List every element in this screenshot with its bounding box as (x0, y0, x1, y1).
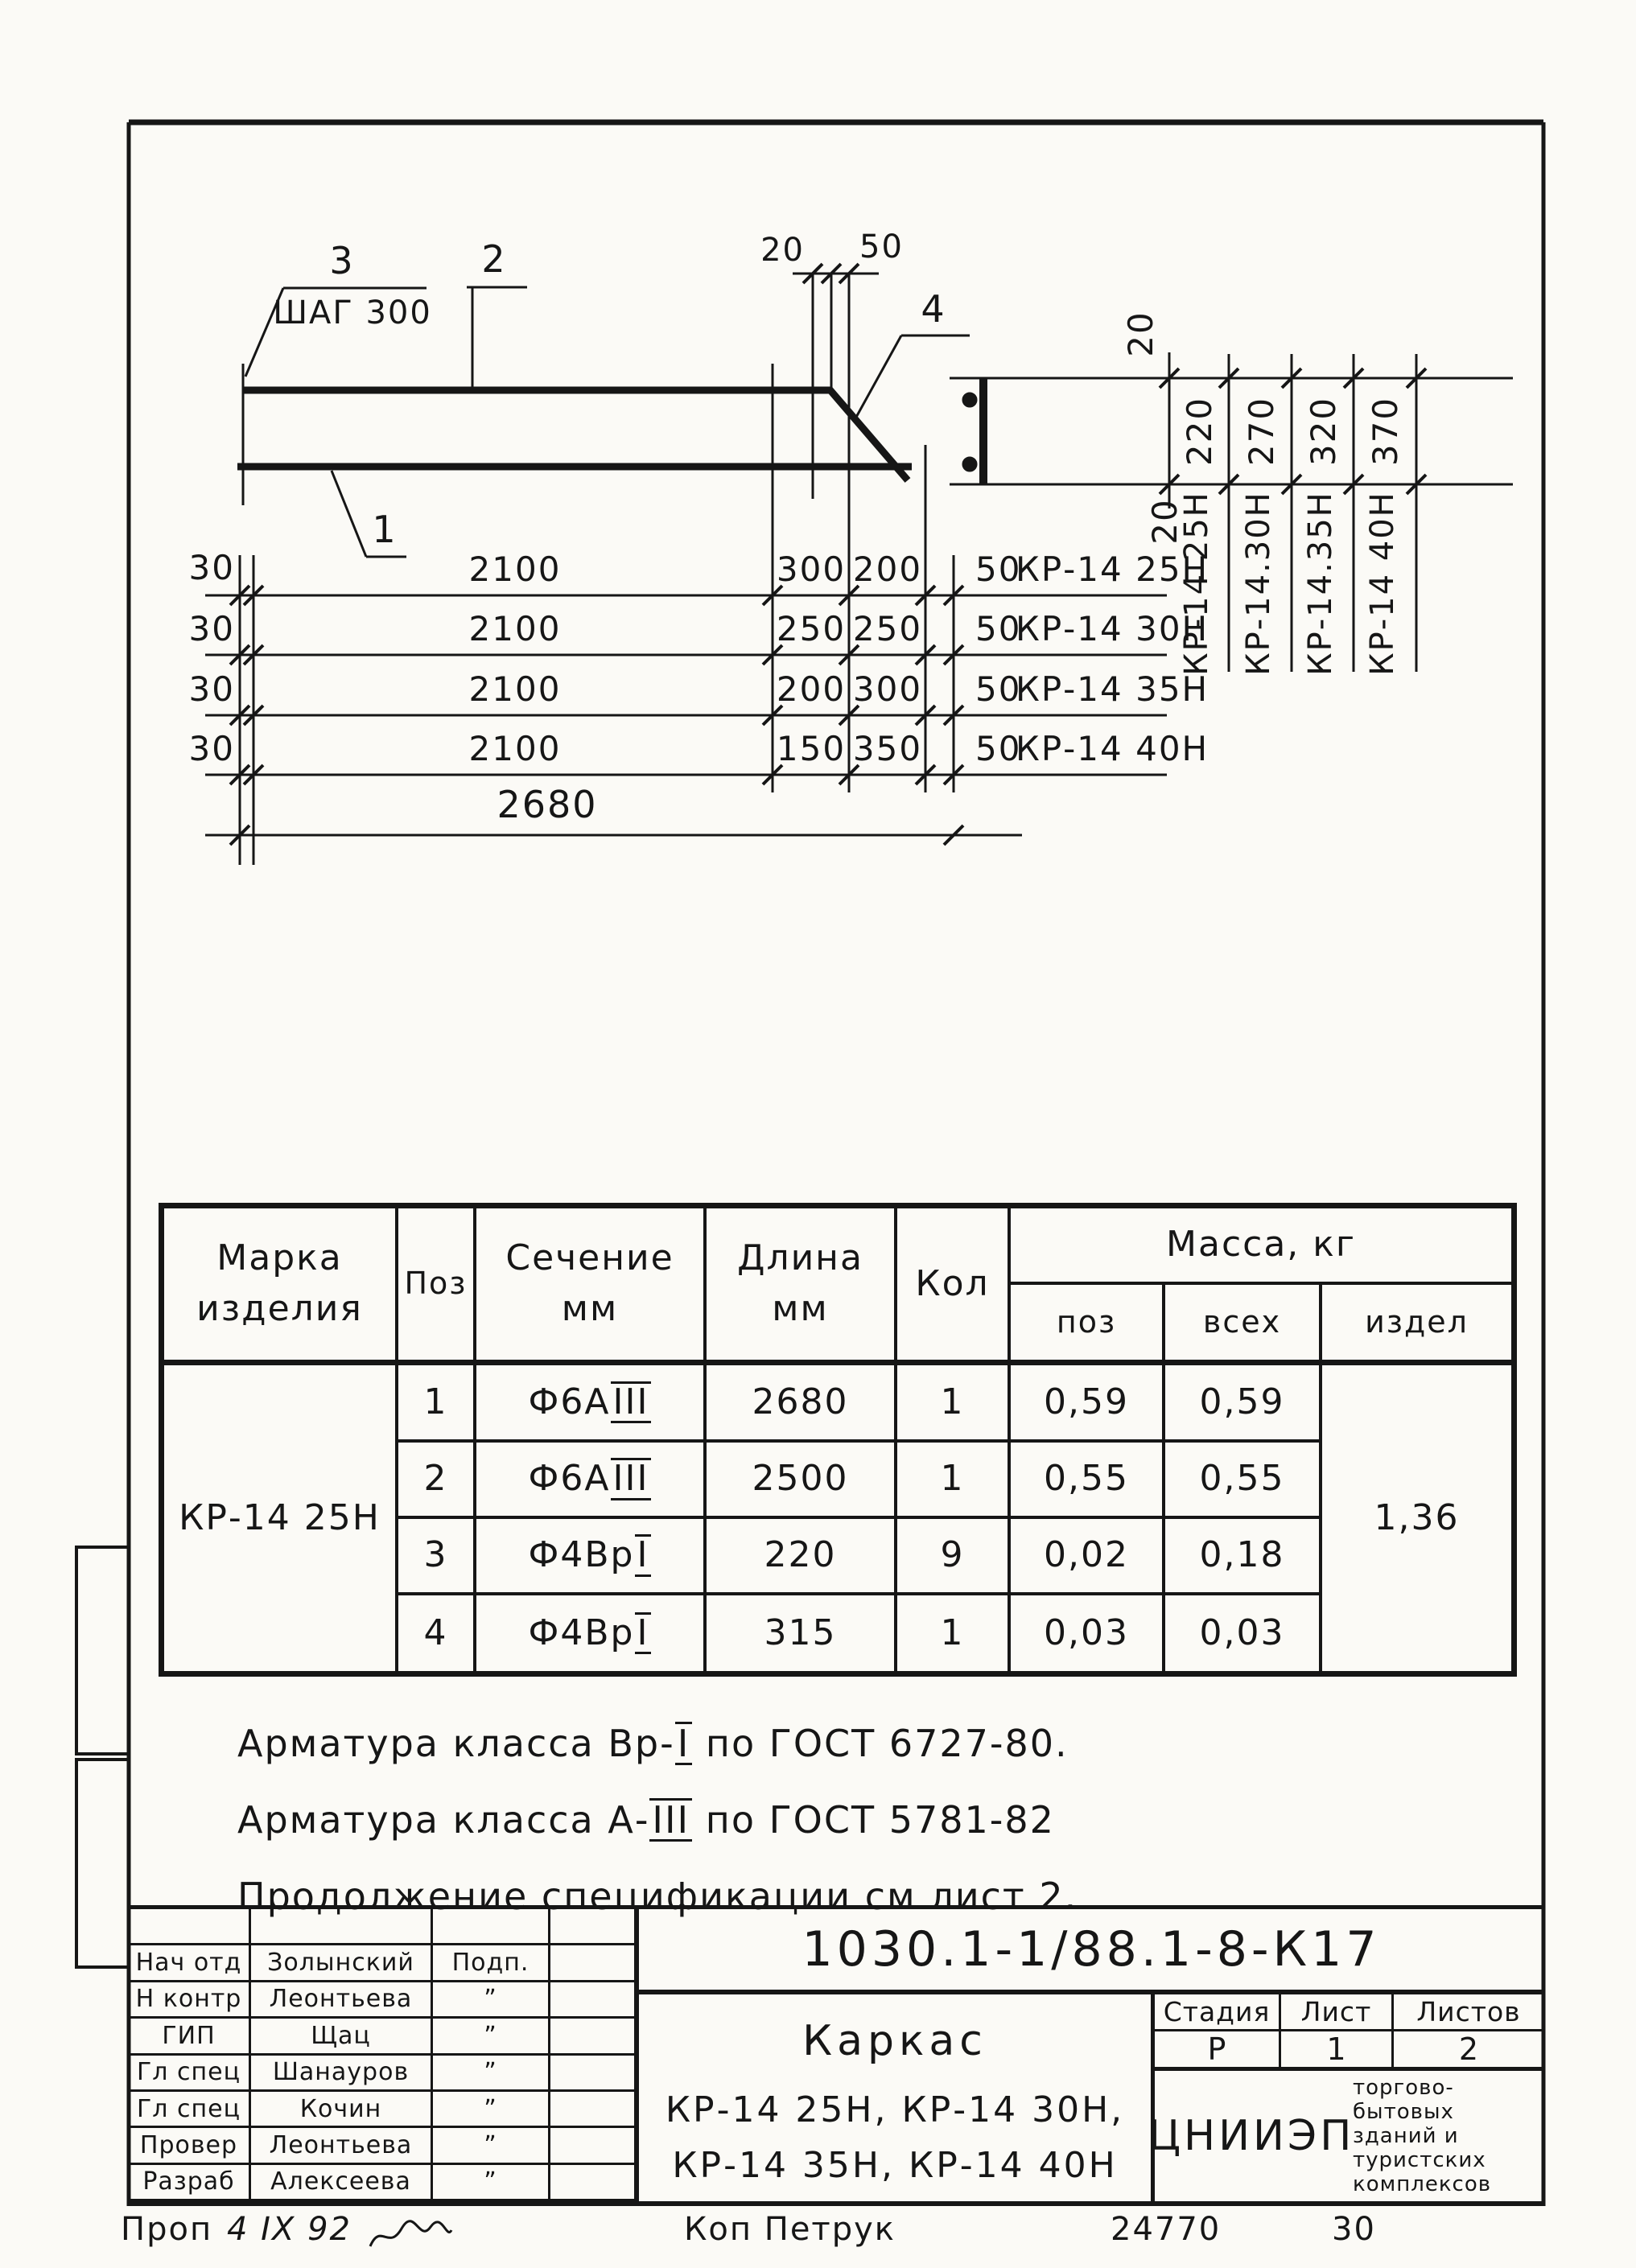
row1-section (476, 1365, 707, 1443)
overall-dim: 2680 (497, 783, 598, 826)
dim-row1-seg1: 300 (776, 550, 847, 589)
sig-name-4: Шанауров (251, 2056, 433, 2092)
sig-name-7: Алексеева (251, 2165, 433, 2201)
dim-row4-mark: КР-14 40Н (1016, 729, 1209, 768)
row2-qty: 1 (897, 1443, 1011, 1519)
row4-sec-class: I (635, 1612, 652, 1654)
sig-name-3: Щац (251, 2019, 433, 2055)
note2-pre: Арматура класса А- (237, 1798, 650, 1842)
row2-length: 2500 (707, 1443, 897, 1519)
footer-order-number: 24770 (1111, 2211, 1222, 2248)
rebar-dot-bottom (962, 457, 977, 471)
dim-row3-seg1: 200 (776, 669, 847, 709)
row2-section (476, 1443, 707, 1519)
sig-cell-empty (550, 2056, 634, 2092)
sig-role-3: ГИП (129, 2019, 251, 2055)
row3-mass-all: 0,18 (1165, 1519, 1322, 1595)
dim-row4-seg2: 350 (852, 729, 923, 768)
callout-2: 2 (481, 237, 507, 281)
sheets-value: 2 (1394, 2031, 1543, 2071)
footer-checked-label: Проп (121, 2211, 213, 2248)
dim-row1-offset: 30 (188, 548, 235, 587)
dim-row4-end: 50 (975, 729, 1022, 768)
sig-name-2: Леонтьева (251, 1982, 433, 2019)
dim-row2-seg2: 250 (852, 609, 923, 648)
sig-cell-empty (433, 1909, 550, 1945)
dim-row4-seg1: 150 (776, 729, 847, 768)
col-header-mass-all: всех (1165, 1285, 1322, 1365)
col-header-mass: Масса, кг (1011, 1208, 1511, 1285)
col-header-mark (164, 1208, 398, 1365)
col-header-mass-pos: поз (1011, 1285, 1165, 1365)
dim-row2-main: 2100 (468, 609, 562, 648)
sig-sign-7: ” (433, 2165, 550, 2201)
col-header-mark-line1: Марка (216, 1237, 343, 1279)
note1-pre: Арматура класса Вр- (237, 1722, 675, 1765)
sig-sign-4: ” (433, 2056, 550, 2092)
title-block (129, 1905, 1543, 2206)
sig-cell-empty (550, 1982, 634, 2019)
row2-mass-all: 0,55 (1165, 1443, 1322, 1519)
section-cover-bottom: 20 (1145, 498, 1185, 545)
stage-value: Р (1155, 2031, 1281, 2071)
product-marks-line2: КР-14 35Н, КР-14 40Н (672, 2145, 1118, 2186)
sig-role-2: Н контр (129, 1982, 251, 2019)
note3-text: Продолжение спецификации см лист 2. (237, 1875, 1078, 1918)
dim-row2-mark: КР-14 30Н (1016, 609, 1209, 648)
col-header-length-line2: мм (772, 1288, 829, 1329)
binding-mark-top (76, 1547, 129, 1754)
row3-mass-pos: 0,02 (1011, 1519, 1165, 1595)
note-line-1 (237, 1706, 1078, 1782)
row1-length: 2680 (707, 1365, 897, 1443)
dim-row3-offset: 30 (188, 669, 235, 709)
col-header-pos: Поз (398, 1208, 476, 1365)
organization-cell (1148, 2070, 1543, 2201)
product-title-cell (639, 1994, 1151, 2201)
sig-role-4: Гл спец (129, 2056, 251, 2092)
col-header-mark-line2: изделия (196, 1288, 363, 1329)
section-mark-3: КР-14.35Н (1302, 491, 1339, 676)
note1-class: I (675, 1722, 693, 1765)
col-header-length-line1: Длина (737, 1237, 863, 1279)
section-mark-4: КР-14 40Н (1364, 491, 1401, 676)
sig-name-5: Кочин (251, 2092, 433, 2128)
row3-qty: 9 (897, 1519, 1011, 1595)
sheets-label: Листов (1394, 1994, 1543, 2031)
sig-sign-1: Подп. (433, 1945, 550, 1982)
section-cover-top: 20 (1121, 311, 1160, 357)
row3-sec-base: Ф4Вр (528, 1534, 635, 1576)
sig-cell-empty (550, 2165, 634, 2201)
dim-row1-end: 50 (975, 550, 1022, 589)
col-header-section (476, 1208, 707, 1365)
org-desc-line2: бытовых (1353, 2099, 1454, 2124)
row4-mass-pos: 0,03 (1011, 1595, 1165, 1671)
footer-line (0, 2211, 1636, 2262)
sig-cell-empty (550, 2019, 634, 2055)
dim-row4-main: 2100 (468, 729, 562, 768)
step-label: ШАГ 300 (273, 294, 432, 331)
end-dim-large: 50 (859, 228, 904, 265)
stage-label: Стадия (1155, 1994, 1281, 2031)
sig-sign-3: ” (433, 2019, 550, 2055)
footer-copied-by: Коп Петрук (684, 2211, 896, 2248)
row2-sec-base: Ф6А (528, 1458, 611, 1500)
sig-role-5: Гл спец (129, 2092, 251, 2128)
sig-role-1: Нач отд (129, 1945, 251, 1982)
row2-sec-class: III (611, 1458, 652, 1500)
dim-row3-end: 50 (975, 669, 1022, 709)
signature-scribble (366, 2216, 455, 2256)
col-header-mass-item: издел (1322, 1285, 1511, 1365)
col-header-section-line2: мм (561, 1288, 619, 1329)
callout-4: 4 (921, 287, 946, 331)
row2-mass-pos: 0,55 (1011, 1443, 1165, 1519)
notes (237, 1706, 1078, 1935)
dim-row2-offset: 30 (188, 609, 235, 648)
sig-cell-empty (251, 1909, 433, 1945)
row4-sec-base: Ф4Вр (528, 1611, 635, 1653)
row3-pos: 3 (398, 1519, 476, 1595)
dim-row3-seg2: 300 (852, 669, 923, 709)
sig-role-7: Разраб (129, 2165, 251, 2201)
row1-mass-all: 0,59 (1165, 1365, 1322, 1443)
row4-pos: 4 (398, 1595, 476, 1671)
sig-sign-5: ” (433, 2092, 550, 2128)
sig-cell-empty (550, 1945, 634, 1982)
org-desc-line4: туристских (1353, 2147, 1486, 2172)
row4-qty: 1 (897, 1595, 1011, 1671)
row2-pos: 2 (398, 1443, 476, 1519)
sig-sign-2: ” (433, 1982, 550, 2019)
sig-name-1: Золынский (251, 1945, 433, 1982)
organization-name: ЦНИИЭП (1148, 2111, 1355, 2160)
stage-sheet-block (1148, 1994, 1543, 2201)
section-mark-2: КР-14.30Н (1240, 491, 1277, 676)
row1-mass-pos: 0,59 (1011, 1365, 1165, 1443)
binding-mark-bottom (76, 1760, 129, 1967)
sig-cell-empty (550, 2128, 634, 2164)
col-header-qty: Кол (897, 1208, 1011, 1365)
rebar-dot-top (962, 393, 977, 407)
dim-row1-main: 2100 (468, 550, 562, 589)
section-height-2: 270 (1242, 396, 1281, 467)
specification-table (159, 1203, 1517, 1677)
note2-class: III (649, 1798, 692, 1842)
section-mark-1: КР-14 25Н (1178, 491, 1215, 676)
row4-length: 315 (707, 1595, 897, 1671)
sig-cell-empty (129, 1909, 251, 1945)
section-height-4: 370 (1366, 396, 1405, 467)
dim-row2-seg1: 250 (776, 609, 847, 648)
row1-sec-class: III (611, 1381, 652, 1423)
dim-row2-end: 50 (975, 609, 1022, 648)
row3-length: 220 (707, 1519, 897, 1595)
document-number: 1030.1-1/88.1-8-К17 (639, 1909, 1543, 1994)
row1-sec-base: Ф6А (528, 1381, 611, 1422)
sheet-value: 1 (1281, 2031, 1394, 2071)
sig-name-6: Леонтьева (251, 2128, 433, 2164)
note1-post: по ГОСТ 6727-80. (692, 1722, 1069, 1765)
row1-qty: 1 (897, 1365, 1011, 1443)
end-dim-small: 20 (760, 232, 805, 269)
item-mass-cell: 1,36 (1374, 1496, 1460, 1538)
row1-pos: 1 (398, 1365, 476, 1443)
col-header-length (707, 1208, 897, 1365)
col-header-section-line1: Сечение (505, 1237, 674, 1279)
section-height-3: 320 (1304, 396, 1343, 467)
sig-sign-6: ” (433, 2128, 550, 2164)
row4-section (476, 1595, 707, 1671)
organization-description (1348, 2076, 1543, 2196)
sig-cell-empty (550, 1909, 634, 1945)
product-marks-line1: КР-14 25Н, КР-14 30Н, (665, 2089, 1125, 2130)
callout-1: 1 (372, 508, 398, 551)
product-title: Каркас (802, 2017, 987, 2065)
stage-sheet-header (1155, 1994, 1543, 2031)
dim-row1-mark: КР-14 25Н (1016, 550, 1209, 589)
sig-role-6: Провер (129, 2128, 251, 2164)
dim-row4-offset: 30 (188, 729, 235, 768)
section-height-1: 220 (1180, 396, 1219, 467)
sig-cell-empty (550, 2092, 634, 2128)
row3-sec-class: I (635, 1534, 652, 1576)
dim-row1-seg2: 200 (852, 550, 923, 589)
dim-row3-main: 2100 (468, 669, 562, 709)
drawing-texts (189, 228, 1405, 826)
stage-sheet-values (1155, 2031, 1543, 2070)
row4-mass-all: 0,03 (1165, 1595, 1322, 1671)
signature-table (129, 1909, 639, 2201)
org-desc-line5: комплексов (1353, 2171, 1492, 2196)
org-desc-line1: торгово- (1353, 2075, 1454, 2100)
footer-count: 30 (1332, 2211, 1376, 2248)
sheet-label: Лист (1281, 1994, 1394, 2031)
footer-date: 4 IX 92 (227, 2211, 352, 2248)
dim-row3-mark: КР-14 35Н (1016, 669, 1209, 709)
note-line-2 (237, 1782, 1078, 1858)
product-mark-cell: КР-14 25Н (164, 1365, 398, 1671)
row3-section (476, 1519, 707, 1595)
org-desc-line3: зданий и (1353, 2123, 1459, 2148)
note2-post: по ГОСТ 5781-82 (692, 1798, 1055, 1842)
callout-3: 3 (329, 239, 355, 282)
